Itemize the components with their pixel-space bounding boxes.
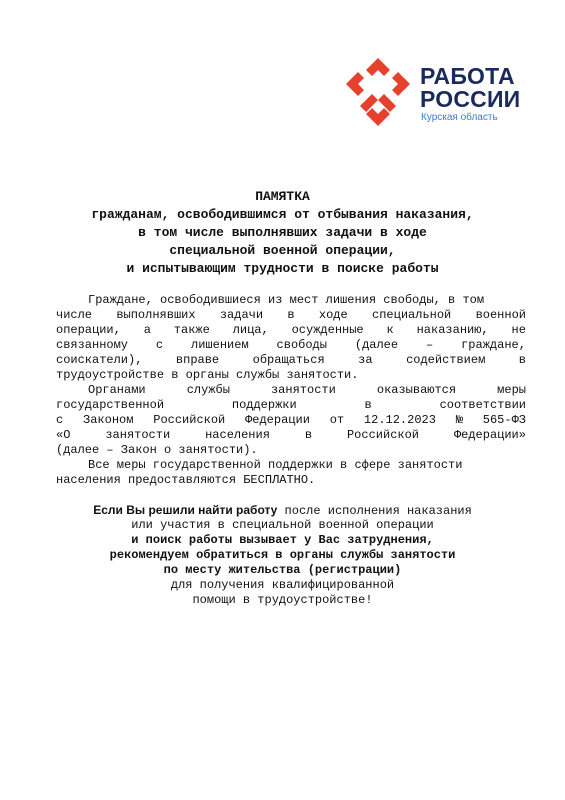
word: связанному (56, 338, 129, 352)
word: меры (497, 383, 526, 397)
word: соответствии (439, 398, 526, 412)
word: с (155, 338, 164, 352)
word: содействием (406, 353, 486, 367)
word: № (455, 413, 463, 427)
word: также (173, 323, 210, 337)
paragraph-3-line: населения предоставляются БЕСПЛАТНО. (56, 473, 316, 487)
paragraph-2-line (56, 398, 526, 413)
document-title: ПАМЯТКА (255, 189, 310, 204)
paragraph-2-line (56, 428, 526, 443)
paragraph-1-line: Граждане, освободившиеся из мест лишения свободы, в том (88, 293, 485, 307)
word: за (358, 353, 373, 367)
word: свободы (276, 338, 327, 352)
word: к (386, 323, 394, 337)
word: 12.12.2023 (363, 413, 436, 427)
word: операции, (56, 323, 121, 337)
word: от (329, 413, 345, 427)
word: лишением (191, 338, 249, 352)
word: выполнявших (116, 308, 196, 322)
logo-text-rossii: РОССИИ (420, 86, 521, 112)
rabota-rossii-logo-icon (340, 54, 416, 130)
word: с (56, 413, 64, 427)
paragraph-3-line: Все меры государственной поддержки в сфере занятости (88, 458, 463, 472)
word: специальной (372, 308, 452, 322)
closing-line: и поиск работы вызывает у Вас затруднения, (131, 533, 434, 547)
closing-text: после исполнения наказания (277, 504, 472, 518)
word: граждане, (461, 338, 526, 352)
title-line: специальной военной операции, (169, 243, 396, 258)
paragraph-1-line (56, 353, 526, 368)
logo-text-rabota: РАБОТА (420, 63, 515, 89)
word: (далее (354, 338, 399, 352)
word: лица, (232, 323, 269, 337)
logo-region: Курская область (421, 112, 498, 123)
closing-emphasis: Если Вы решили найти работу (93, 503, 278, 517)
word: населения (205, 428, 270, 442)
word: – (426, 338, 434, 352)
word: осужденные (291, 323, 364, 337)
word: в (287, 308, 295, 322)
word: Российской (153, 413, 226, 427)
word: государственной (56, 398, 165, 412)
word: оказываются (376, 383, 457, 397)
paragraph-1-line: трудоустройстве в органы службы занятости. (56, 368, 359, 382)
word: не (511, 323, 526, 337)
word: Законом (83, 413, 134, 427)
paragraph-2-line (88, 383, 526, 398)
paragraph-2-line (56, 413, 526, 428)
word: поддержки (231, 398, 297, 412)
word: обращаться (252, 353, 325, 367)
word: Федерации (245, 413, 310, 427)
word: 565-ФЗ (482, 413, 526, 427)
title-line: и испытывающим трудности в поиске работы (126, 261, 439, 276)
word: задачи (219, 308, 264, 322)
closing-line: для получения квалифицированной (170, 578, 395, 592)
word: службы (186, 383, 230, 397)
word: а (143, 323, 151, 337)
word: в (304, 428, 313, 442)
word: ходе (318, 308, 348, 322)
word: в (518, 353, 526, 367)
title-line: гражданам, освободившимся от отбывания наказания, (91, 207, 474, 222)
word: числе (56, 308, 93, 322)
word: «О (56, 428, 71, 442)
paragraph-2-line: (далее – Закон о занятости). (56, 443, 258, 457)
rabota-rossii-logo (340, 54, 540, 132)
closing-line (40, 503, 525, 519)
word: соискатели), (56, 353, 143, 367)
closing-line: рекомендуем обратиться в органы службы занятости (109, 548, 456, 562)
word: вправе (175, 353, 220, 367)
closing-line: или участия в специальной военной операции (131, 518, 434, 532)
word: в (364, 398, 372, 412)
closing-line: по месту жительства (регистрации) (163, 563, 402, 577)
word: Органами (88, 383, 146, 397)
paragraph-1-line (56, 338, 526, 353)
word: Российской (346, 428, 419, 442)
word: занятости (270, 383, 336, 397)
word: занятости (105, 428, 171, 442)
word: военной (475, 308, 526, 322)
word: наказанию, (416, 323, 489, 337)
paragraph-1-line (56, 308, 526, 323)
title-line: в том числе выполнявших задачи в ходе (138, 225, 427, 240)
paragraph-1-line (56, 323, 526, 338)
word: Федерации» (453, 428, 526, 442)
closing-line: помощи в трудоустройстве! (192, 593, 373, 607)
